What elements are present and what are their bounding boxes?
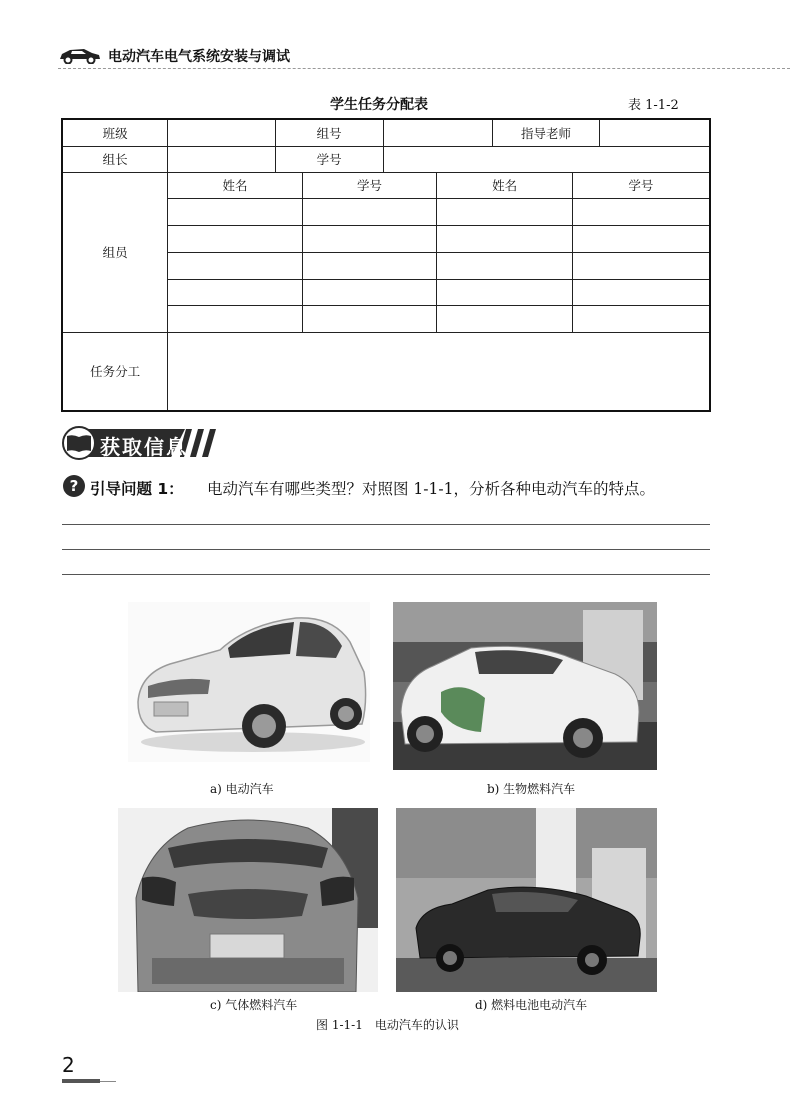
page-header: [58, 46, 790, 68]
group-no-cell[interactable]: [383, 119, 493, 146]
member-name-cell[interactable]: [168, 279, 303, 305]
member-id-cell[interactable]: [572, 225, 710, 252]
page-number-line: [100, 1081, 116, 1082]
member-id-cell[interactable]: [572, 252, 710, 279]
electric-car-photo: [128, 602, 370, 762]
table-title: 学生任务分配表: [330, 97, 428, 113]
class-cell[interactable]: [168, 119, 276, 146]
book-icon: [62, 426, 98, 460]
section-banner: [62, 426, 232, 460]
figure-c-caption: c) 气体燃料汽车: [210, 998, 298, 1012]
task-cell[interactable]: [168, 332, 710, 411]
figure-a-caption: a) 电动汽车: [210, 782, 274, 796]
leader-id-label: 学号: [275, 146, 383, 172]
guiding-question: [62, 474, 722, 502]
leader-id-cell[interactable]: [383, 146, 710, 172]
figure-d-caption: d) 燃料电池电动汽车: [475, 998, 588, 1012]
group-no-label: 组号: [275, 119, 383, 146]
car-icon: [58, 46, 102, 64]
table-number: 表 1-1-2: [628, 98, 679, 113]
task-assignment-table: [61, 118, 711, 412]
member-id-cell[interactable]: [302, 198, 437, 225]
answer-line[interactable]: [62, 524, 710, 525]
member-name-cell[interactable]: [168, 305, 303, 332]
member-name-cell[interactable]: [168, 252, 303, 279]
answer-line[interactable]: [62, 574, 710, 575]
member-name-cell[interactable]: [437, 198, 573, 225]
book-title: 电动汽车电气系统安装与调试: [108, 49, 290, 65]
name-header: 姓名: [168, 172, 303, 198]
question-icon: [62, 474, 86, 498]
instructor-cell[interactable]: [599, 119, 710, 146]
question-text: 电动汽车有哪些类型？对照图 1-1-1，分析各种电动汽车的特点。: [207, 480, 655, 498]
member-id-cell[interactable]: [572, 198, 710, 225]
members-label: 组员: [62, 172, 168, 332]
leader-cell[interactable]: [168, 146, 276, 172]
member-id-cell[interactable]: [302, 305, 437, 332]
member-id-cell[interactable]: [302, 279, 437, 305]
member-name-cell[interactable]: [168, 198, 303, 225]
member-name-cell[interactable]: [437, 252, 573, 279]
page-number: 2: [62, 1053, 75, 1077]
question-label: 引导问题 1：: [90, 480, 184, 498]
figure-caption: 图 1-1-1 电动汽车的认识: [316, 1018, 459, 1032]
id-header: 学号: [302, 172, 437, 198]
instructor-label: 指导老师: [493, 119, 600, 146]
class-label: 班级: [62, 119, 168, 146]
gas-fuel-car-photo: [118, 808, 378, 992]
section-title: 获取信息: [100, 435, 188, 459]
member-id-cell[interactable]: [572, 279, 710, 305]
member-name-cell[interactable]: [437, 279, 573, 305]
member-name-cell[interactable]: [437, 225, 573, 252]
member-name-cell[interactable]: [437, 305, 573, 332]
header-rule: [58, 68, 790, 69]
id-header: 学号: [572, 172, 710, 198]
figure-b-caption: b) 生物燃料汽车: [487, 782, 576, 796]
fuel-cell-car-photo: [396, 808, 657, 992]
answer-line[interactable]: [62, 549, 710, 550]
page-number-bar: [62, 1079, 100, 1083]
task-label: 任务分工: [62, 332, 168, 411]
leader-label: 组长: [62, 146, 168, 172]
member-id-cell[interactable]: [302, 225, 437, 252]
member-name-cell[interactable]: [168, 225, 303, 252]
name-header: 姓名: [437, 172, 573, 198]
svg-text:?: ?: [69, 477, 79, 495]
member-id-cell[interactable]: [572, 305, 710, 332]
member-id-cell[interactable]: [302, 252, 437, 279]
biofuel-car-photo: [393, 602, 657, 770]
